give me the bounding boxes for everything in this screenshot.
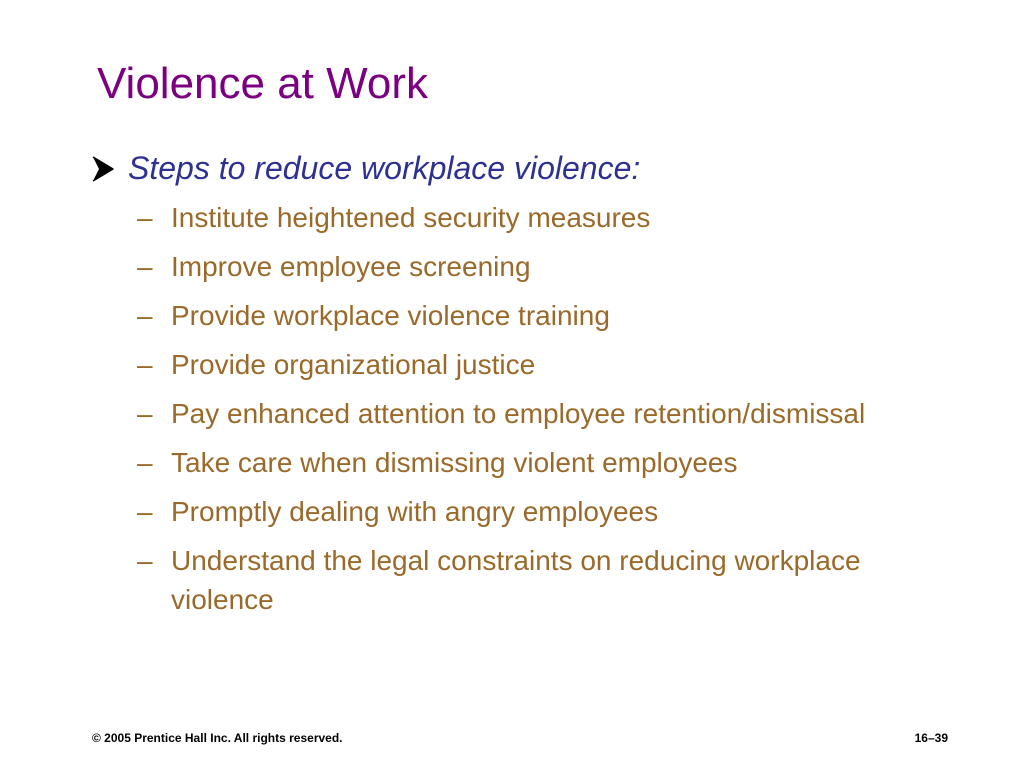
step-text: Improve employee screening [171, 251, 531, 282]
dash-marker: – [137, 496, 153, 527]
dash-marker: – [137, 545, 153, 576]
main-bullet-text: Steps to reduce workplace violence: [128, 150, 641, 186]
dash-marker: – [137, 398, 153, 429]
copyright-footer: © 2005 Prentice Hall Inc. All rights reserved. [92, 731, 343, 745]
step-text: Provide workplace violence training [171, 300, 610, 331]
step-list [137, 198, 937, 629]
slide-title: Violence at Work [97, 59, 428, 108]
step-item [137, 296, 937, 335]
step-item [137, 443, 937, 482]
dash-marker: – [137, 251, 153, 282]
step-text: Pay enhanced attention to employee retention/dismissal [171, 398, 866, 429]
arrow-right-icon [90, 154, 116, 184]
dash-marker: – [137, 349, 153, 380]
dash-marker: – [137, 447, 153, 478]
step-text: Understand the legal constraints on reducing workplace violence [171, 545, 861, 615]
dash-marker: – [137, 300, 153, 331]
step-text: Promptly dealing with angry employees [171, 496, 659, 527]
step-text: Take care when dismissing violent employees [171, 447, 738, 478]
step-item [137, 541, 937, 619]
step-item [137, 247, 937, 286]
step-item [137, 394, 937, 433]
step-text: Provide organizational justice [171, 349, 536, 380]
main-bullet [90, 146, 640, 190]
step-item [137, 198, 937, 237]
step-text: Institute heightened security measures [171, 202, 651, 233]
dash-marker: – [137, 202, 153, 233]
step-item [137, 345, 937, 384]
page-number: 16–39 [914, 731, 948, 745]
step-item [137, 492, 937, 531]
